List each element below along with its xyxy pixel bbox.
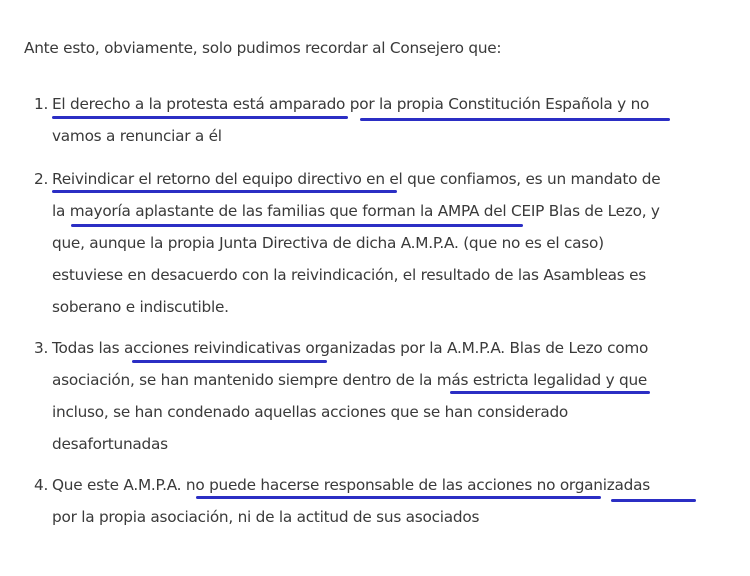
list-item-1-line-2 xyxy=(52,120,222,152)
underline-mark xyxy=(52,190,397,193)
text-segment: incluso, se han condenado aquellas acciones que se han considerado xyxy=(52,403,569,421)
text-segment: y no xyxy=(612,95,650,113)
underlined-phrase: acciones reivindicativas xyxy=(123,339,301,357)
list-item-3-line-3 xyxy=(52,396,568,428)
text-segment: por la propia asociación, ni de la actitud de sus asociados xyxy=(52,508,480,526)
underlined-phrase: mayoría aplastante de las familias que forman la AMPA xyxy=(69,202,480,220)
underlined-phrase: la más estricta legalidad xyxy=(419,371,601,389)
list-number-4: 4. xyxy=(34,476,49,494)
list-number-1: 1. xyxy=(34,95,49,113)
underline-mark xyxy=(71,224,523,227)
list-item-2-line-2 xyxy=(52,195,660,227)
list-number-2: 2. xyxy=(34,170,49,188)
underline-mark xyxy=(132,360,327,363)
text-segment: y que xyxy=(600,371,648,389)
text-segment: organizadas por la A.M.P.A. Blas de Lezo como xyxy=(300,339,649,357)
text-segment: en el que confiamos, es un mandato de xyxy=(361,170,661,188)
underline-mark xyxy=(52,116,348,119)
list-item-2-line-4 xyxy=(52,259,646,291)
intro-paragraph: Ante esto, obviamente, solo pudimos recordar al Consejero que: xyxy=(24,39,502,57)
underline-mark xyxy=(196,496,601,499)
list-item-3-line-4 xyxy=(52,428,168,460)
list-item-2-line-3 xyxy=(52,227,604,259)
text-segment: soberano e indiscutible. xyxy=(52,298,229,316)
underlined-phrase: Reivindicar el retorno del equipo directivo xyxy=(52,170,362,188)
text-segment: desafortunadas xyxy=(52,435,168,453)
underlined-phrase: no puede hacerse responsable de las acciones no organizadas xyxy=(185,476,650,494)
text-segment: que, aunque la propia Junta Directiva de dicha A.M.P.A. (que no es el caso) xyxy=(52,234,604,252)
text-segment: Que este A.M.P.A. xyxy=(52,476,186,494)
list-item-4-line-2 xyxy=(52,501,479,533)
underline-mark xyxy=(450,391,650,394)
underlined-phrase: El derecho a la protesta está amparado por la propia Constitución Española xyxy=(52,95,613,113)
list-number-3: 3. xyxy=(34,339,49,357)
text-segment: estuviese en desacuerdo con la reivindicación, el resultado de las Asambleas es xyxy=(52,266,646,284)
underline-mark xyxy=(360,118,670,121)
text-segment: vamos a renunciar a él xyxy=(52,127,222,145)
text-segment: la xyxy=(52,202,70,220)
text-segment: asociación, se han mantenido siempre dentro de xyxy=(52,371,419,389)
text-segment: Todas las xyxy=(52,339,124,357)
list-item-2-line-5 xyxy=(52,291,229,323)
text-segment: del CEIP Blas de Lezo, y xyxy=(479,202,660,220)
underline-mark xyxy=(611,499,696,502)
